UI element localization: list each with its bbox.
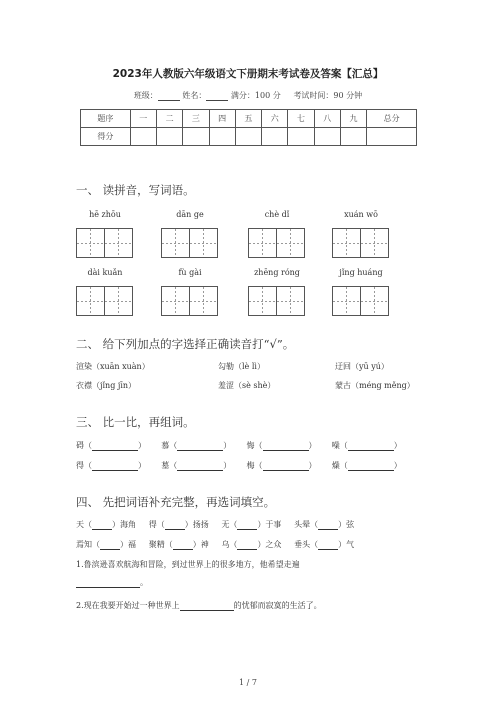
score-cell[interactable]: [340, 128, 366, 146]
compare-blank[interactable]: [177, 461, 223, 471]
idiom-blank[interactable]: [318, 520, 338, 530]
idiom-part: 乌（: [221, 540, 238, 549]
header-cell: 二: [156, 110, 182, 128]
writing-grid[interactable]: [332, 228, 389, 258]
compare-blank[interactable]: [263, 441, 309, 451]
reading-item[interactable]: 蒙古（méng měng）: [335, 381, 415, 390]
score-cell[interactable]: [130, 128, 156, 146]
idiom-part: ）扬扬: [184, 520, 209, 529]
writing-cell[interactable]: [77, 229, 105, 257]
score-cell[interactable]: [314, 128, 340, 146]
idiom-part: ）之众: [257, 540, 282, 549]
header-cell: 六: [262, 110, 288, 128]
pinyin-label: zhēng róng: [254, 268, 300, 277]
writing-cell[interactable]: [361, 287, 388, 315]
writing-grid[interactable]: [76, 228, 133, 258]
compare-row: [76, 460, 402, 471]
pinyin-label: dài kuǎn: [87, 268, 123, 277]
name-label: 姓名：: [182, 91, 207, 100]
idiom-part: 得（: [148, 520, 165, 529]
writing-grid[interactable]: [161, 228, 218, 258]
writing-grid[interactable]: [248, 228, 305, 258]
idiom-row: [76, 539, 354, 550]
idiom-blank[interactable]: [318, 540, 338, 550]
compare-close: ）: [223, 461, 232, 470]
reading-item[interactable]: 勾勒（lè lì）: [218, 362, 265, 371]
writing-cell[interactable]: [162, 287, 190, 315]
question-1-blank[interactable]: [76, 578, 140, 588]
name-blank[interactable]: [206, 91, 228, 101]
writing-cell[interactable]: [77, 287, 105, 315]
compare-row: [76, 440, 402, 451]
idiom-row: [76, 519, 354, 530]
idiom-part: ）神: [192, 540, 209, 549]
reading-item[interactable]: 渲染（xuān xuàn）: [76, 362, 150, 371]
writing-grid[interactable]: [332, 286, 389, 316]
header-cell: 题序: [81, 110, 131, 128]
compare-char: 墓（: [161, 461, 178, 470]
compare-char: 得（: [76, 461, 92, 470]
writing-cell[interactable]: [361, 229, 388, 257]
score-cell[interactable]: [156, 128, 182, 146]
reading-item[interactable]: 衣襟（jǐng jīn）: [76, 381, 137, 390]
idiom-part: ）于事: [257, 520, 282, 529]
writing-cell[interactable]: [249, 229, 277, 257]
score-cell[interactable]: [367, 128, 417, 146]
score-row-label: 得分: [81, 128, 131, 146]
question-2-blank[interactable]: [180, 601, 234, 611]
score-cell[interactable]: [235, 128, 261, 146]
compare-close: ）: [308, 441, 317, 450]
header-cell: 一: [130, 110, 156, 128]
exam-time: 考试时间：90 分钟: [293, 91, 363, 100]
idiom-part: 天（: [76, 520, 92, 529]
compare-char: 碍（: [76, 441, 92, 450]
question-1-end: 。: [140, 578, 148, 587]
compare-close: ）: [393, 461, 402, 470]
idiom-part: ）气: [338, 540, 355, 549]
writing-grid[interactable]: [161, 286, 218, 316]
header-cell: 总分: [367, 110, 417, 128]
section-4-heading: 四、 先把词语补充完整，再选词填空。: [76, 495, 276, 509]
idiom-part: 无（: [221, 520, 238, 529]
question-1-line: [76, 577, 148, 588]
writing-grid[interactable]: [248, 286, 305, 316]
score-cell[interactable]: [288, 128, 314, 146]
compare-blank[interactable]: [263, 461, 309, 471]
header-cell: 四: [209, 110, 235, 128]
compare-char: 慕（: [161, 441, 178, 450]
writing-cell[interactable]: [333, 229, 361, 257]
writing-cell[interactable]: [277, 287, 304, 315]
compare-close: ）: [308, 461, 317, 470]
idiom-blank[interactable]: [92, 520, 112, 530]
idiom-part: ）海角: [112, 520, 136, 529]
question-2: [76, 600, 322, 611]
writing-cell[interactable]: [105, 287, 132, 315]
header-cell: 九: [340, 110, 366, 128]
reading-item[interactable]: 羞涩（sè shè）: [218, 381, 276, 390]
compare-blank[interactable]: [92, 441, 138, 451]
idiom-part: 聚精（: [148, 540, 173, 549]
writing-cell[interactable]: [277, 229, 304, 257]
question-2-start: 2.现在我要开始过一种世界上: [76, 601, 180, 610]
compare-close: ）: [138, 461, 146, 470]
score-cell[interactable]: [262, 128, 288, 146]
writing-cell[interactable]: [162, 229, 190, 257]
idiom-blank[interactable]: [100, 540, 120, 550]
compare-blank[interactable]: [177, 441, 223, 451]
reading-item[interactable]: 迂回（yū yú）: [335, 362, 389, 371]
writing-cell[interactable]: [249, 287, 277, 315]
class-label: 班级：: [133, 91, 158, 100]
compare-close: ）: [138, 441, 146, 450]
compare-close: ）: [393, 441, 402, 450]
idiom-part: ）福: [120, 540, 136, 549]
idiom-part: ）弦: [338, 520, 355, 529]
header-cell: 五: [235, 110, 261, 128]
page-number: 1 / 7: [239, 678, 257, 687]
idiom-blank[interactable]: [237, 520, 257, 530]
score-cell[interactable]: [209, 128, 235, 146]
compare-char: 梅（: [246, 461, 263, 470]
pinyin-label: hē zhōu: [89, 210, 121, 219]
idiom-part: 焉知（: [76, 540, 100, 549]
score-table: [80, 109, 417, 146]
pinyin-label: chè dǐ: [264, 210, 290, 219]
writing-grid[interactable]: [76, 286, 133, 316]
full-score: 满分：100 分: [230, 91, 281, 100]
pinyin-label: fù gài: [178, 268, 202, 277]
idiom-part: 头晕（: [294, 520, 319, 529]
pinyin-label: xuán wō: [344, 210, 378, 219]
section-3-heading: 三、 比一比，再组词。: [76, 415, 195, 429]
compare-char: 噪（: [331, 441, 348, 450]
idiom-part: 垂头（: [294, 540, 319, 549]
writing-cell[interactable]: [190, 229, 217, 257]
page-title: 2023年人教版六年级语文下册期末考试卷及答案【汇总】: [112, 68, 384, 80]
writing-cell[interactable]: [190, 287, 217, 315]
exam-info: [0, 90, 496, 101]
section-2-heading: 二、 给下列加点的字选择正确读音打“√”。: [76, 337, 295, 351]
compare-char: 悔（: [246, 441, 263, 450]
idiom-blank[interactable]: [165, 520, 185, 530]
writing-cell[interactable]: [333, 287, 361, 315]
question-1: 1.鲁滨逊喜欢航海和冒险，到过世界上的很多地方，他希望走遍: [76, 560, 300, 569]
compare-close: ）: [223, 441, 232, 450]
section-1-heading: 一、 读拼音，写词语。: [76, 183, 195, 197]
compare-blank[interactable]: [92, 461, 138, 471]
header-cell: 八: [314, 110, 340, 128]
question-2-end: 的忧郁而寂寞的生活了。: [233, 601, 322, 610]
idiom-blank[interactable]: [173, 540, 193, 550]
score-row: [81, 128, 417, 146]
compare-char: 燥（: [331, 461, 348, 470]
score-header-row: [81, 110, 417, 128]
header-cell: 三: [183, 110, 209, 128]
pinyin-label: dān ge: [176, 210, 204, 219]
writing-cell[interactable]: [105, 229, 132, 257]
idiom-blank[interactable]: [237, 540, 257, 550]
header-cell: 七: [288, 110, 314, 128]
class-blank[interactable]: [158, 91, 180, 101]
score-cell[interactable]: [183, 128, 209, 146]
compare-blank[interactable]: [348, 441, 394, 451]
compare-blank[interactable]: [348, 461, 394, 471]
pinyin-label: jǐng huáng: [339, 268, 383, 277]
